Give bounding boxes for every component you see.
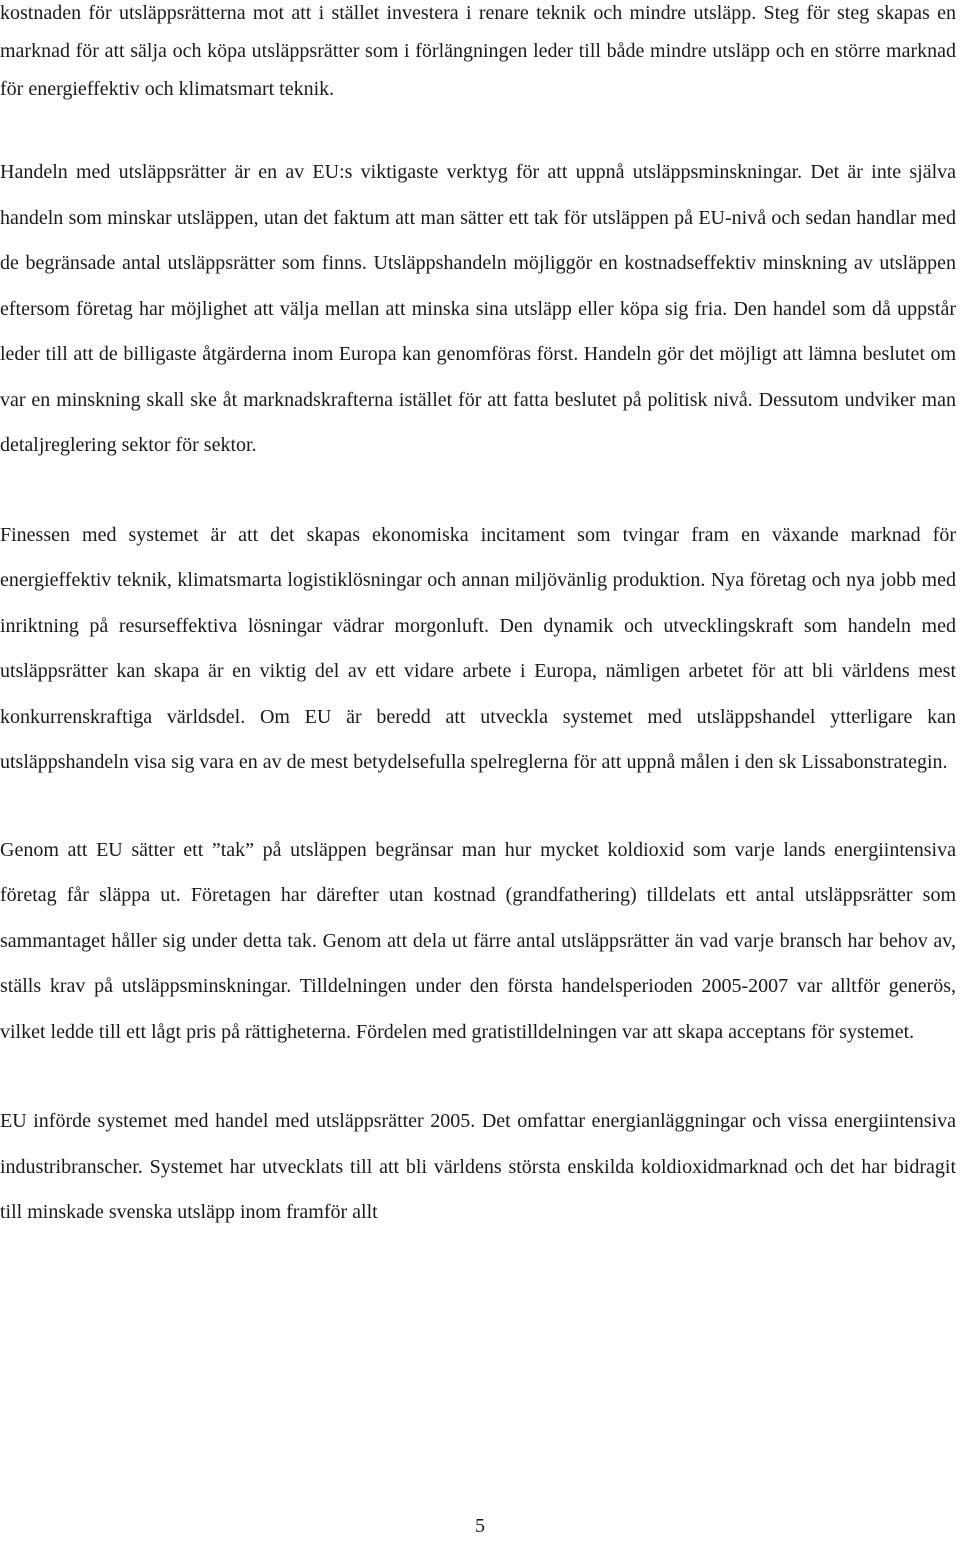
paragraph-emissions-trading-tool: Handeln med utsläppsrätter är en av EU:s viktigaste verktyg för att uppnå utsläppsminskningar. Det är inte själva handeln som minskar utsläppen, utan det faktum att man sätter ett tak för utsläppen på EU-nivå och sedan handlar med de begränsade antal utsläppsrätter som finns. Utsläppshandeln möjliggör en kostnadseffektiv minskning av utsläppen eftersom företag har möjlighet att välja mellan att minska sina utsläpp eller köpa sig fria. Den handel som då uppstår leder till att de billigaste åtgärderna inom Europa kan genomföras först. Handeln gör det möjligt att lämna beslutet om var en minskning skall ske åt marknadskrafterna istället för att fatta beslutet på politisk nivå. Dessutom undviker man detaljreglering sektor för sektor. [0, 161, 956, 456]
page-number: 5 [475, 1515, 485, 1537]
paragraph-emissions-cap: Genom att EU sätter ett ”tak” på utsläppen begränsar man hur mycket koldioxid som varje lands energiintensiva företag får släppa ut. Företagen har därefter utan kostnad (grandfathering) tilldelats ett antal utsläppsrätter som sammantaget håller sig under detta tak. Genom att dela ut färre antal utsläppsrätter än vad varje bransch har behov av, ställs krav på utsläppsminskningar. Tilldelningen under den första handelsperioden 2005-2007 var alltför generös, vilket ledde till ett lågt pris på rättigheterna. Fördelen med gratistilldelningen var att skapa acceptans för systemet. [0, 838, 956, 1043]
paragraph-eu-system-2005: EU införde systemet med handel med utsläppsrätter 2005. Det omfattar energianläggningar och vissa energiintensiva industribranscher. Systemet har utvecklats till att bli världens största enskilda koldioxidmarknad och det har bidragit till minskade svenska utsläpp inom framför allt [0, 1110, 956, 1223]
paragraph-continuation: kostnaden för utsläppsrätterna mot att i stället investera i renare teknik och mindre utsläpp. Steg för steg skapas en marknad för att sälja och köpa utsläppsrätter som i förlängningen leder till både mindre utsläpp och en större marknad för energieffektiv och klimatsmart teknik. [0, 2, 956, 100]
paragraph-economic-incentives: Finessen med systemet är att det skapas ekonomiska incitament som tvingar fram en växande marknad för energieffektiv teknik, klimatsmarta logistiklösningar och annan miljövänlig produktion. Nya företag och nya jobb med inriktning på resurseffektiva lösningar vädrar morgonluft. Den dynamik och utvecklingskraft som handeln med utsläppsrätter kan skapa är en viktig del av ett vidare arbete i Europa, nämligen arbetet för att bli världens mest konkurrenskraftiga världsdel. Om EU är beredd att utveckla systemet med utsläppshandel ytterligare kan utsläppshandeln visa sig vara en av de mest betydelsefulla spelreglerna för att uppnå målen i den sk Lissabonstrategin. [0, 523, 956, 773]
